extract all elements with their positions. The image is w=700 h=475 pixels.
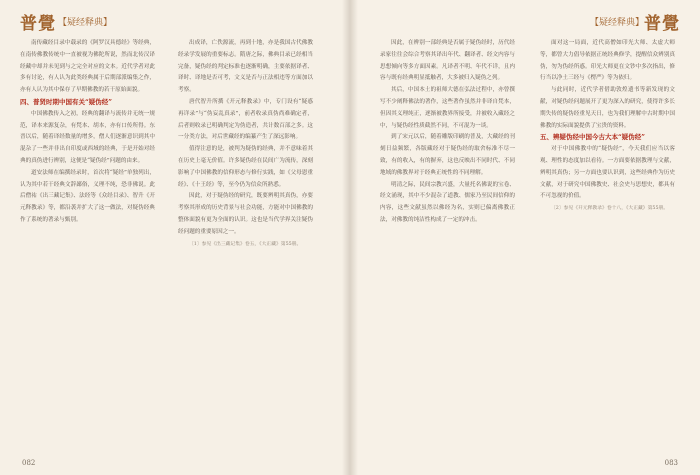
paragraph: 道安法师在编撰经录时，首次将“疑经”单独列出，认为其中若干经典文辞鄙俗，义理不纯，恐非佛说。此后僧祐《出三藏记集》、法经等《众经目录》、智升《开元释教录》等，都沿袭并扩大了这一做法，对疑伪经典作了系统的著录与甄别。 [20,169,155,223]
paragraph: 与此同时，近代学者借助敦煌遗书等新发现的文献，对疑伪经问题展开了更为深入的研究，使得许多长期失传的疑伪经重见天日，也为我们理解中古时期中国佛教的实际面貌提供了宝贵的资料。 [540,87,675,129]
paragraph: 面对这一局面，近代高僧如印光大师、太虚大师等，都曾大力倡导依据正统经典修学，提醒信众辨别真伪，勿为伪经所惑。印光大师更在文钞中多次指出，修行当以净土三经与《楞严》等为依归。 [540,40,675,82]
brand-logo: 普覺 [20,13,56,34]
paragraph: 因此，对于疑伪经的研究，既要辨明其真伪，亦要考察其形成的历史背景与社会功能，方能对中国佛教的整体面貌有更为全面的认识。这也是当代学界关注疑伪经问题的重要原因之一。 [178,193,313,235]
right-column-1 [380,38,515,227]
paragraph: 明清之际，民间宗教兴盛，大量托名佛说的宝卷、经文涌现，其中不少混杂了道教、儒家乃至民间信仰的内容，这些文献虽然以佛经为名，实则已偏离佛教正法，对佛教的纯洁性构成了一定的冲击。 [380,181,515,223]
section-tag: 【疑经释典】 [58,17,113,28]
page-number-right: 083 [664,459,678,467]
left-header [20,10,112,32]
paragraph: 值得注意的是，被判为疑伪的经典，并不意味着其在历史上毫无价值。许多疑伪经在民间广为流传，深刻影响了中国佛教的信仰形态与修行实践，如《父母恩重经》、《十王经》等，至今仍为信众所熟悉。 [178,146,313,188]
paragraph: 因此，在辨别一部经典是否属于疑伪经时，历代经录家往往会综合考察其译出年代、翻译者、经文内容与思想倾向等多方面因素。凡译者不明、年代不详，且内容与既有经典明显抵触者，大多被归入疑伪之列。 [380,40,515,82]
brand-logo: 普覺 [644,13,680,34]
paragraph: 对于中国佛教中的“疑伪经”，今天我们应当以客观、理性的态度加以看待。一方面要依据教理与文献，辨明其真伪；另一方面也要认识到，这些经典作为历史文献，对于研究中国佛教史、社会史与思想史，都具有不可忽视的价值。 [540,146,675,200]
left-column-2 [178,38,313,250]
footnote: 〔2〕参见《开元释教录》卷十八，《大正藏》第55册。 [551,206,669,212]
page-number-left: 082 [22,459,36,467]
paragraph: 其后，中国本土的祖师大德在弘法过程中，亦曾撰写不少阐释佛法的著作，这些著作虽然并非译自梵本，但因其义理纯正，逐渐被教界所接受，并被收入藏经之中，与疑伪经性质截然不同，不可混为一谈。 [380,87,515,129]
section-heading: 四、普贤时期中国有关“疑伪经” [20,97,112,106]
left-column-1 [20,38,155,227]
section-tag: 【疑经释典】 [589,17,644,28]
book-gutter [342,0,358,475]
paragraph: 南传藏经目录中载录的《阿罗汉具德经》等经典，在南传佛教传统中一直被视为佛陀所说，然而北传汉译经藏中却并未见到与之完全对应的文本。近代学者对此多有讨论，有人认为此类经典属于后期部派编集之作，亦有人认为其中保存了早期佛教的若干原始面貌。 [20,40,155,94]
section-heading: 五、辨疑伪经中国今古大本“疑伪经” [540,133,645,142]
paragraph: 中国佛教传入之初，经典的翻译与流传并无统一规范，译本来源复杂，有梵本、胡本，亦有口传所得。东晋以后，随着译经数量的增多，僧人们逐渐意识到其中混杂了一些并非出自印度或西域的经典，于是开始对经典的真伪进行辨别，这便是“疑伪经”问题的由来。 [20,110,155,164]
right-page [350,0,700,475]
footnote: 〔1〕参见《出三藏记集》卷五，《大正藏》第55册。 [189,241,302,247]
right-header [588,10,680,32]
right-column-2 [540,38,675,215]
paragraph: 到了宋元以后，随着雕版印刷的普及，大藏经的刊刻日益频繁，各版藏经对于疑伪经的取舍标准不尽一致，有的收入，有的摒弃，这也反映出不同时代、不同地域的佛教界对于经典正统性的不同理解。 [380,134,515,176]
paragraph: 唐代智升所撰《开元释教录》中，专门设有“疑惑再详录”与“伪妄乱真录”，前者收录真伪尚难确定者，后者则收录已明确判定为伪造者，共计数百部之多。这一分类方法，对后世藏经的编纂产生了深远影响。 [178,98,313,141]
paragraph: 出成译，亡佚源流，再到十地，亦是我国古代佛教经录学发展的重要标志。隋唐之际，佛典目录已经相当完备，疑伪经的判定标准也逐渐明确，主要依据译者、译时、译地是否可考，文义是否与正法相违等方面加以考察。 [178,40,313,94]
